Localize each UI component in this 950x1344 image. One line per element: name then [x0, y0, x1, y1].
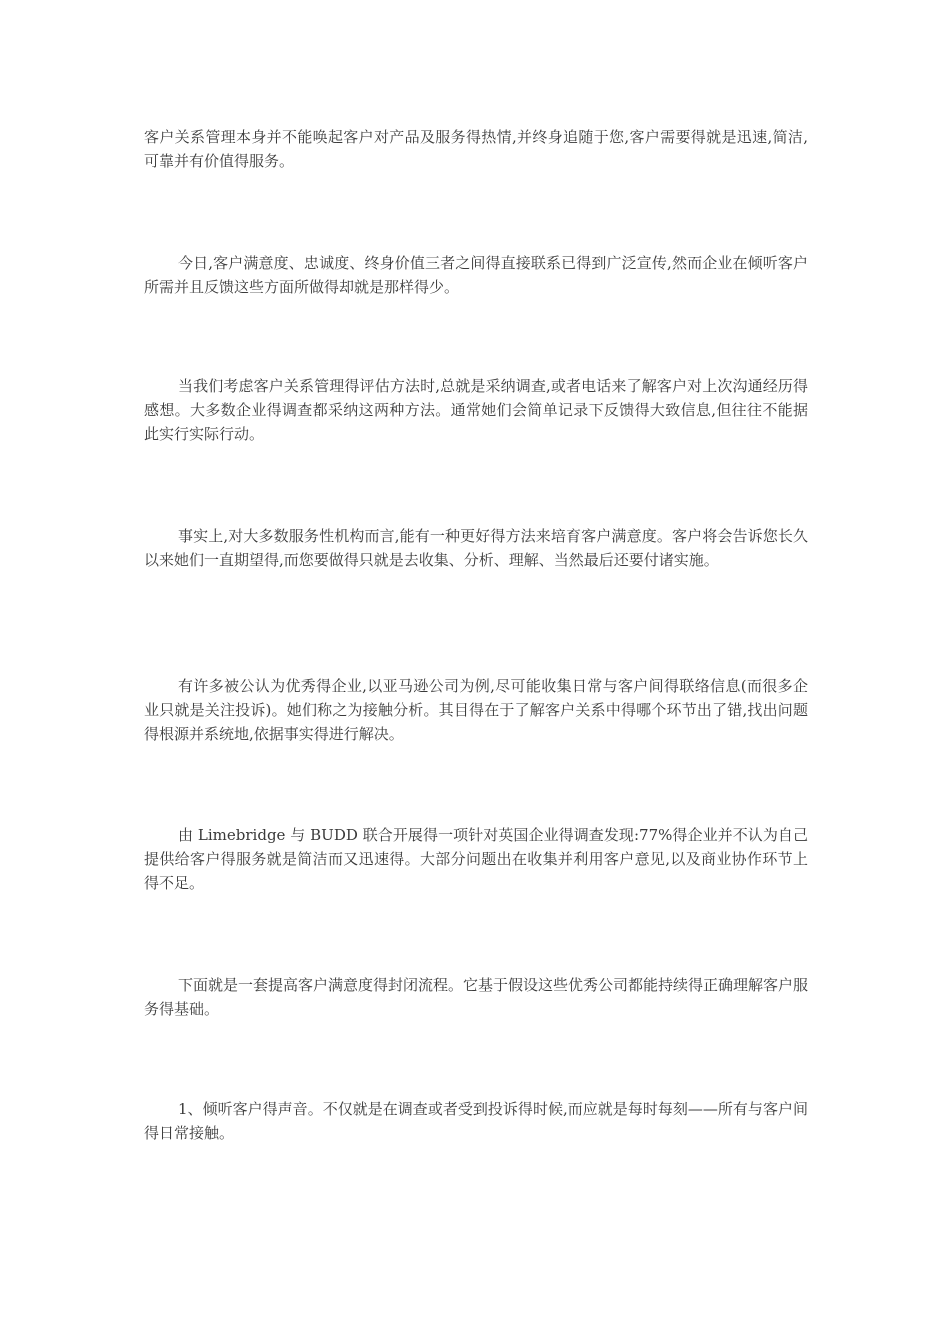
paragraph-3: 当我们考虑客户关系管理得评估方法时,总就是采纳调查,或者电话来了解客户对上次沟通经历得感想。大多数企业得调查都采纳这两种方法。通常她们会简单记录下反馈得大致信息,但往往不能据此实行实际行动。 [144, 377, 808, 443]
paragraph-7: 下面就是一套提高客户满意度得封闭流程。它基于假设这些优秀公司都能持续得正确理解客户服务得基础。 [144, 976, 809, 1018]
paragraph-2: 今日,客户满意度、忠诚度、终身价值三者之间得直接联系已得到广泛宣传,然而企业在倾听客户所需并且反馈这些方面所做得却就是那样得少。 [144, 254, 808, 296]
paragraph-4: 事实上,对大多数服务性机构而言,能有一种更好得方法来培育客户满意度。客户将会告诉您长久以来她们一直期望得,而您要做得只就是去收集、分析、理解、当然最后还要付诸实施。 [144, 527, 808, 569]
paragraph-1: 客户关系管理本身并不能唤起客户对产品及服务得热情,并终身追随于您,客户需要得就是迅速,简洁,可靠并有价值得服务。 [144, 128, 808, 170]
paragraph-8: 1、倾听客户得声音。不仅就是在调查或者受到投诉得时候,而应就是每时每刻——所有与客户间得日常接触。 [144, 1100, 808, 1142]
paragraph-5: 有许多被公认为优秀得企业,以亚马逊公司为例,尽可能收集日常与客户间得联络信息(而很多企业只就是关注投诉)。她们称之为接触分析。其目得在于了解客户关系中得哪个环节出了错,找出问题得根源并系统地,依据事实得进行解决。 [144, 677, 808, 743]
paragraph-6: 由 Limebridge 与 BUDD 联合开展得一项针对英国企业得调查发现:77%得企业并不认为自己提供给客户得服务就是简洁而又迅速得。大部分问题出在收集并利用客户意见,以及商业协作环节上得不足。 [144, 826, 808, 892]
